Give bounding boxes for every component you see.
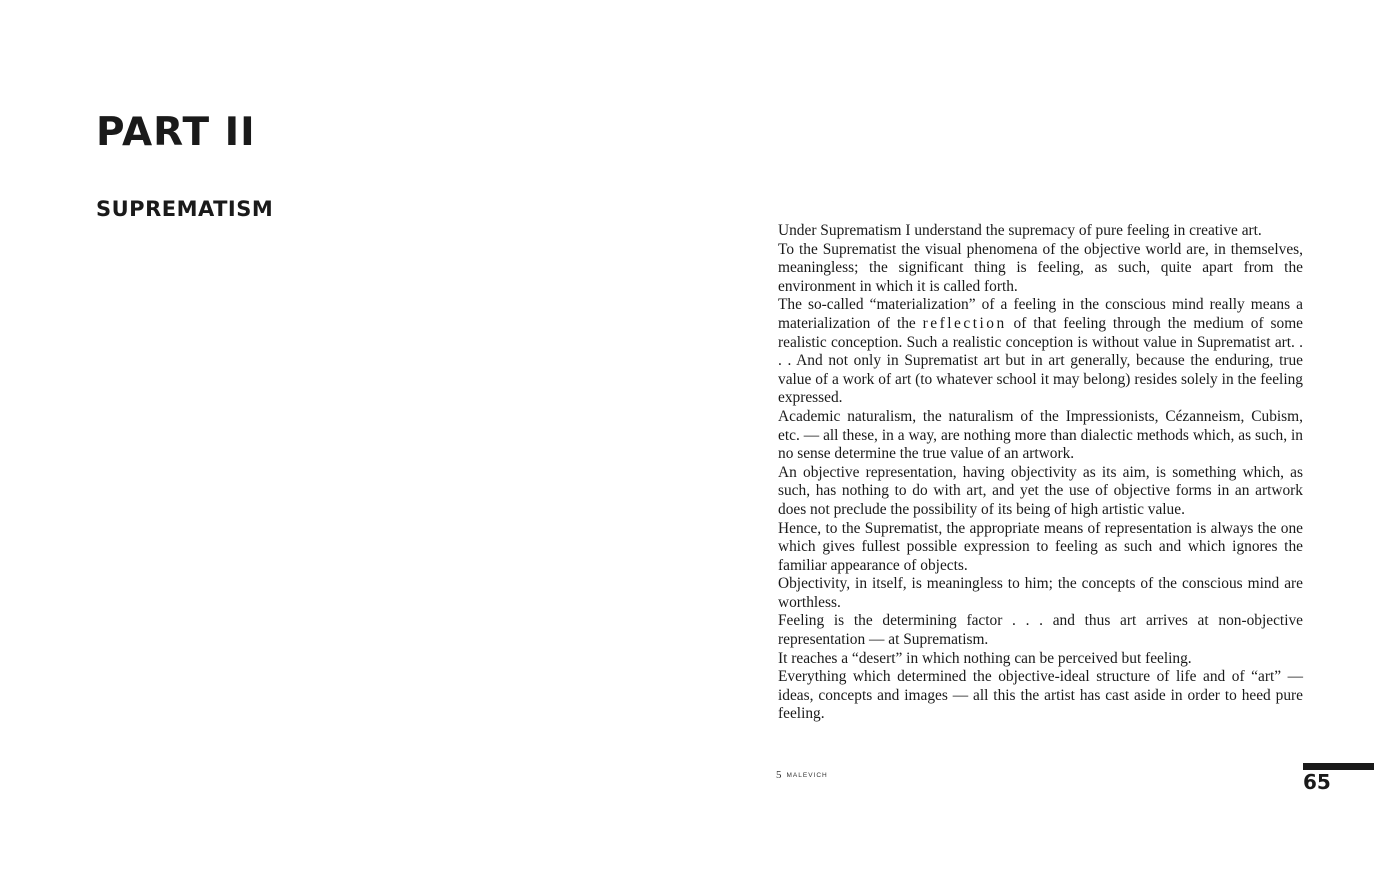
paragraph-5: An objective representation, having objectivity as its aim, is something which, as such, has nothing to do with art, and yet the use of objective forms in an artwork does not preclude the possibility of its being of high artistic value.: [778, 463, 1303, 518]
body-text: [778, 222, 1303, 724]
page-number-bar: [1303, 763, 1374, 770]
paragraph-3-end: of that feeling through the medium of some realistic conception. Such a realistic conception is without value in Suprematist art. . . . And not only in Suprematist art but in art generally, because the enduring, true value of a work of art (to whatever school it may belong) resides solely in the feeling expressed.: [778, 314, 1304, 407]
signature-name: MALEVICH: [786, 772, 828, 779]
part-title: PART II: [96, 110, 256, 155]
section-title: SUPREMATISM: [96, 197, 274, 221]
signature-number: 5: [776, 769, 782, 781]
paragraph-2: To the Suprematist the visual phenomena of the objective world are, in themselves, meaningless; the significant thing is feeling, as such, quite apart from the environment in which it is called forth.: [778, 240, 1303, 295]
page-number: 65: [1303, 770, 1331, 794]
paragraph-6: Hence, to the Suprematist, the appropriate means of representation is always the one which gives fullest possible expression to feeling as such and which ignores the familiar appearance of objects.: [778, 519, 1303, 574]
paragraph-3-start: The so-called “materialization” of a feeling in the conscious mind really means a materialization of the: [778, 296, 1303, 332]
signature-mark: [776, 769, 828, 781]
emphasized-word: reflection: [922, 314, 1007, 332]
paragraph-1: Under Suprematism I understand the supremacy of pure feeling in creative art.: [778, 222, 1262, 239]
paragraph-9: It reaches a “desert” in which nothing can be perceived but feeling.: [778, 649, 1192, 667]
paragraph-10: Everything which determined the objective-ideal structure of life and of “art” — ideas, concepts and images — all this the artist has cast aside in order to heed pure feeling.: [778, 668, 1303, 723]
paragraph-8: Feeling is the determining factor . . . and thus art arrives at non-objective representation — at Suprematism.: [778, 612, 1303, 649]
paragraph-3: [778, 296, 1303, 408]
paragraph-7: Objectivity, in itself, is meaningless to him; the concepts of the conscious mind are worthless.: [778, 575, 1303, 611]
paragraph-4: Academic naturalism, the naturalism of the Impressionists, Cézanneism, Cubism, etc. — all these, in a way, are nothing more than dialectic methods which, as such, in no sense determine the true value of an artwork.: [778, 407, 1303, 463]
